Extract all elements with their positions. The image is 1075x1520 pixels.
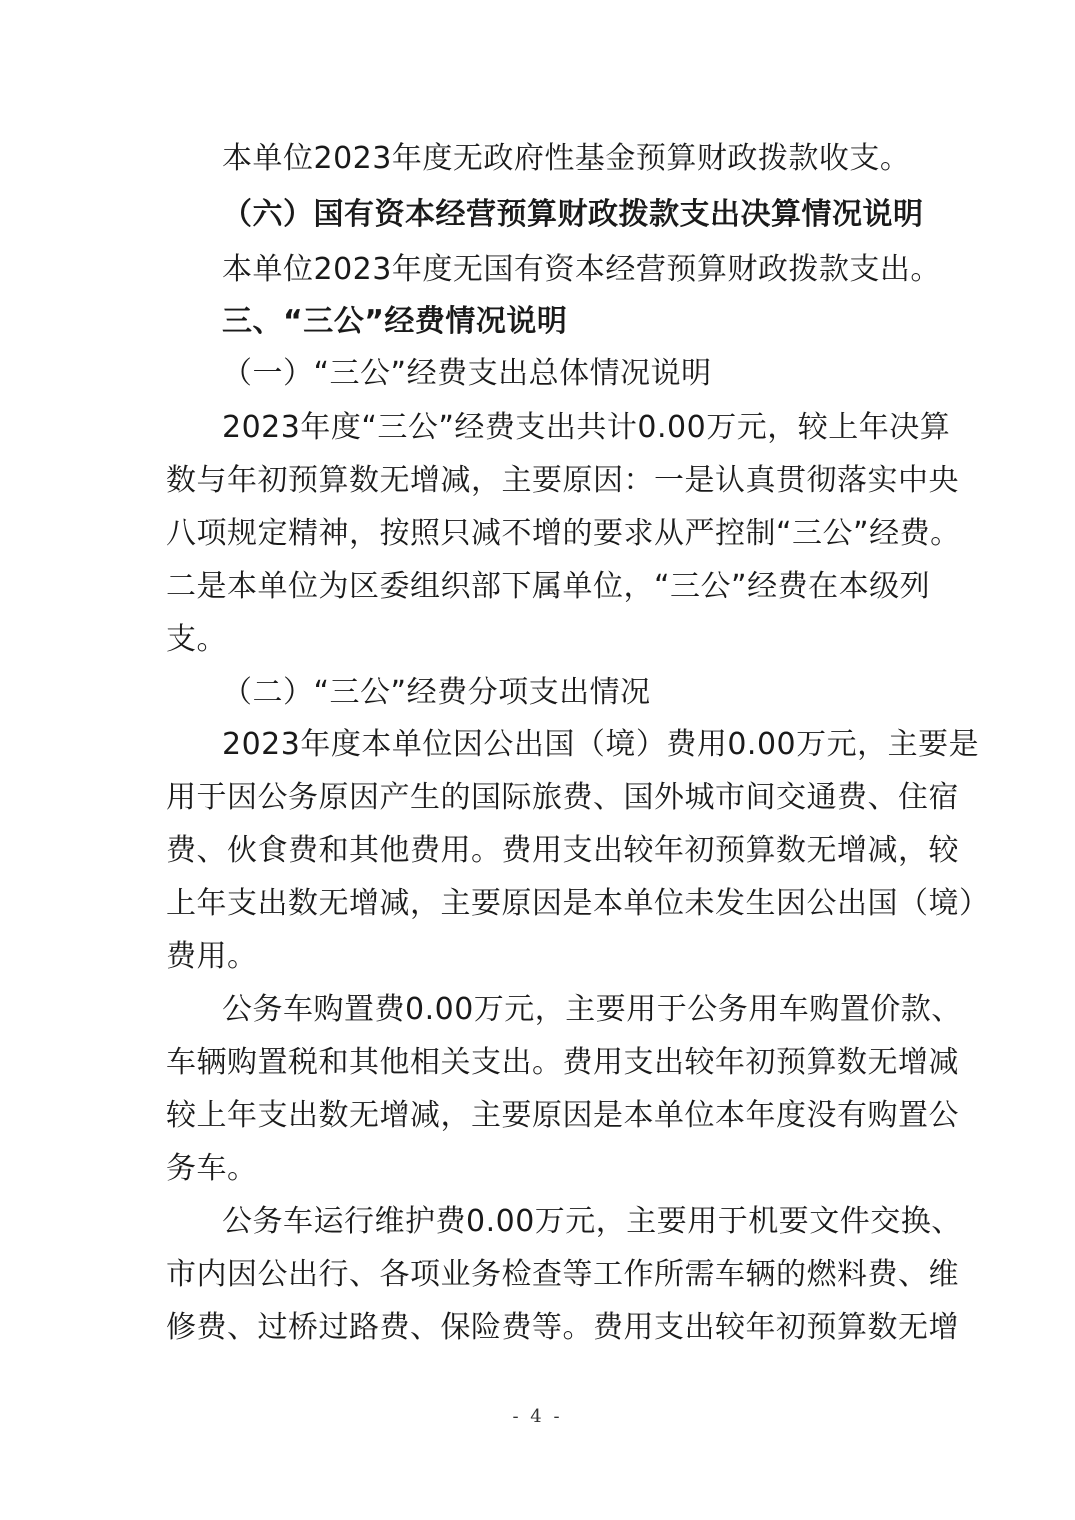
paragraph-line: 修费、过桥过路费、保险费等。费用支出较年初预算数无增: [166, 1310, 959, 1345]
section-heading: （二）“三公”经费分项支出情况: [222, 675, 651, 710]
paragraph-line: 支。: [166, 622, 227, 657]
paragraph-line: 务车。: [166, 1151, 258, 1186]
paragraph-line: 本单位2023年度无国有资本经营预算财政拨款支出。: [222, 252, 941, 287]
chapter-heading: 三、“三公”经费情况说明: [222, 304, 568, 339]
paragraph-line: 公务车购置费0.00万元，主要用于公务用车购置价款、: [222, 992, 962, 1027]
paragraph-line: 数与年初预算数无增减，主要原因：一是认真贯彻落实中央: [166, 463, 959, 498]
paragraph-line: 公务车运行维护费0.00万元，主要用于机要文件交换、: [222, 1204, 962, 1239]
paragraph-line: 较上年支出数无增减，主要原因是本单位本年度没有购置公: [166, 1098, 959, 1133]
paragraph-line: 2023年度“三公”经费支出共计0.00万元，较上年决算: [222, 410, 951, 445]
paragraph-line: 2023年度本单位因公出国（境）费用0.00万元，主要是: [222, 727, 980, 762]
paragraph-line: 车辆购置税和其他相关支出。费用支出较年初预算数无增减: [166, 1045, 959, 1080]
paragraph-line: 费、伙食费和其他费用。费用支出较年初预算数无增减，较: [166, 833, 959, 868]
section-heading: （一）“三公”经费支出总体情况说明: [222, 356, 712, 391]
section-heading: （六）国有资本经营预算财政拨款支出决算情况说明: [222, 197, 924, 232]
paragraph-line: 费用。: [166, 939, 258, 974]
paragraph-line: 八项规定精神，按照只减不增的要求从严控制“三公”经费。: [166, 516, 961, 551]
paragraph-line: 市内因公出行、各项业务检查等工作所需车辆的燃料费、维: [166, 1257, 959, 1292]
paragraph-line: 用于因公务原因产生的国际旅费、国外城市间交通费、住宿: [166, 780, 959, 815]
paragraph-line: 本单位2023年度无政府性基金预算财政拨款收支。: [222, 141, 911, 176]
page-number: - 4 -: [512, 1406, 563, 1427]
paragraph-line: 二是本单位为区委组织部下属单位，“三公”经费在本级列: [166, 569, 931, 604]
paragraph-line: 上年支出数无增减，主要原因是本单位未发生因公出国（境）: [166, 886, 990, 921]
